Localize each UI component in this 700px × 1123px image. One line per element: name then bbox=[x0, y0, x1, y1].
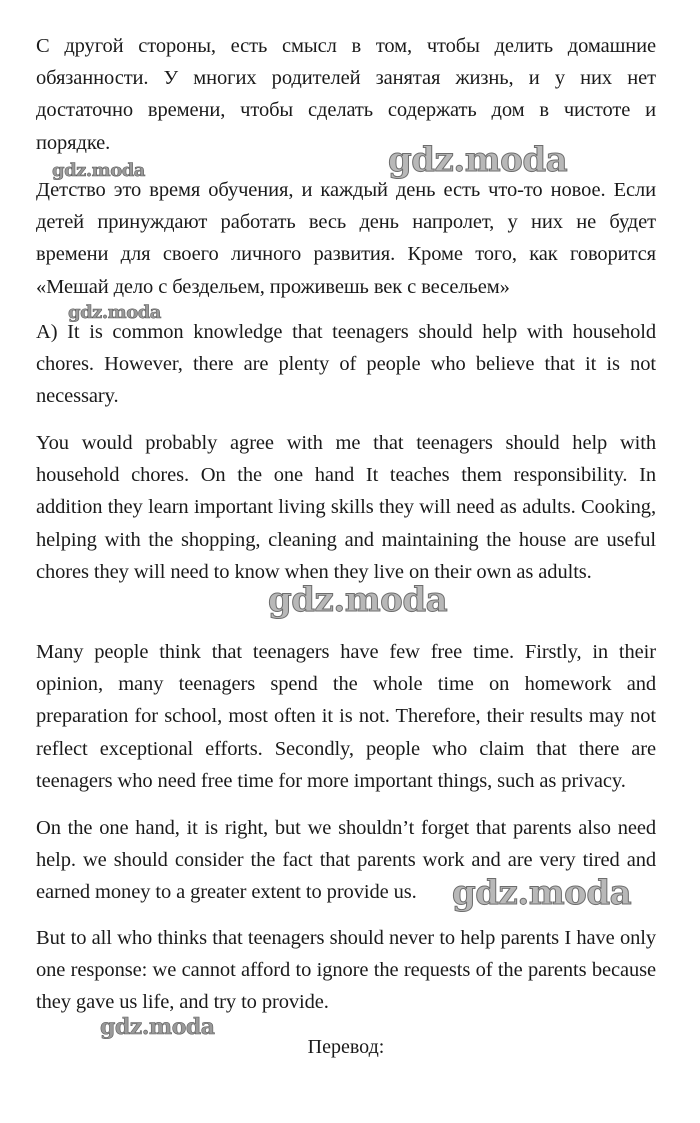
paragraph-en-counter: On the one hand, it is right, but we shouldn’t forget that parents also need help. we should consider the fact that parents work and are very tired and earned money to a greater extent to provide us. bbox=[36, 817, 656, 904]
paragraph-ru-2: Детство это время обучения, и каждый день есть что-то новое. Если детей принуждают работать весь день напролет, у них не будет времени для своего личного развития. Кроме того, как говорится «Мешай дело с бездельем, проживешь век с весельем» bbox=[36, 179, 656, 298]
watermark-logo: gdz.moda bbox=[52, 160, 145, 181]
paragraph-en-agree: You would probably agree with me that teenagers should help with household chores. On the one hand It teaches them responsibility. In addition they learn important living skills they will need as adults. Cooking, helping with the shopping, cleaning and maintaining the house are useful chores they will need to know when they live on their own as adults. bbox=[36, 432, 656, 583]
watermark-logo: gdz.moda bbox=[100, 1014, 215, 1040]
watermark-logo: gdz.moda bbox=[268, 580, 448, 620]
watermark-logo: gdz.moda bbox=[68, 302, 161, 323]
watermark-logo: gdz.moda bbox=[388, 140, 568, 180]
translation-caption: Перевод: bbox=[307, 1036, 385, 1058]
paragraph-en-opinion: Many people think that teenagers have few free time. Firstly, in their opinion, many teenagers spend the whole time on homework and preparation for school, most often it is not. Therefore, their results may not reflect exceptional efforts. Secondly, people who claim that there are teenagers who need free time for more important things, such as privacy. bbox=[36, 641, 656, 792]
paragraph-en-intro: A) It is common knowledge that teenagers should help with household chores. However, there are plenty of people who believe that it is not necessary. bbox=[36, 321, 656, 408]
paragraph-en-conclusion: But to all who thinks that teenagers should never to help parents I have only one response: we cannot afford to ignore the requests of the parents because they gave us life, and try to provide. bbox=[36, 927, 656, 1014]
watermark-logo: gdz.moda bbox=[452, 873, 632, 913]
paragraph-ru-1: С другой стороны, есть смысл в том, чтобы делить домашние обязанности. У многих родителей занятая жизнь, и у них нет достаточно времени, чтобы сделать содержать дом в чистоте и порядке. bbox=[36, 35, 656, 154]
